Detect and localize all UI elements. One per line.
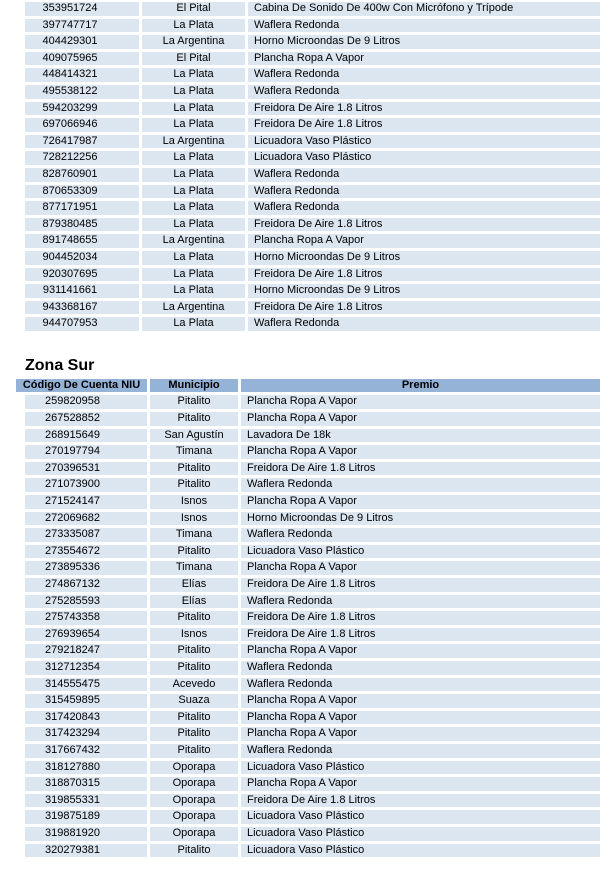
- table-row: [16, 512, 600, 529]
- niu-cell: 276939654: [16, 628, 150, 645]
- niu-cell: 271524147: [16, 495, 150, 512]
- premio-cell: Freidora De Aire 1.8 Litros: [248, 301, 600, 318]
- table-row: [16, 794, 600, 811]
- municipio-cell: Elías: [150, 595, 241, 612]
- niu-cell: 495538122: [25, 85, 142, 102]
- niu-cell: 728212256: [25, 151, 142, 168]
- niu-cell: 268915649: [16, 429, 150, 446]
- municipio-cell: Pitalito: [150, 711, 241, 728]
- table-row: [25, 234, 600, 251]
- niu-cell: 904452034: [25, 251, 142, 268]
- municipio-cell: Isnos: [150, 628, 241, 645]
- premio-cell: Freidora De Aire 1.8 Litros: [248, 268, 600, 285]
- premio-cell: Waflera Redonda: [248, 201, 600, 218]
- niu-cell: 318870315: [16, 777, 150, 794]
- niu-cell: 319881920: [16, 827, 150, 844]
- premio-cell: Plancha Ropa A Vapor: [241, 727, 600, 744]
- premio-cell: Plancha Ropa A Vapor: [241, 412, 600, 429]
- niu-cell: 877171951: [25, 201, 142, 218]
- niu-cell: 314555475: [16, 678, 150, 695]
- niu-cell: 273895336: [16, 561, 150, 578]
- table-row: [16, 495, 600, 512]
- municipio-cell: La Argentina: [142, 35, 248, 52]
- premio-cell: Waflera Redonda: [241, 678, 600, 695]
- niu-cell: 920307695: [25, 268, 142, 285]
- prize-table-zona-sur: [16, 379, 600, 860]
- table-row: [16, 578, 600, 595]
- premio-cell: Plancha Ropa A Vapor: [241, 561, 600, 578]
- municipio-cell: La Argentina: [142, 135, 248, 152]
- table-row: [25, 218, 600, 235]
- niu-cell: 271073900: [16, 478, 150, 495]
- premio-cell: Plancha Ropa A Vapor: [241, 395, 600, 412]
- municipio-cell: La Plata: [142, 168, 248, 185]
- niu-cell: 320279381: [16, 844, 150, 861]
- municipio-cell: Pitalito: [150, 478, 241, 495]
- municipio-cell: Isnos: [150, 495, 241, 512]
- municipio-cell: La Plata: [142, 268, 248, 285]
- municipio-cell: Pitalito: [150, 644, 241, 661]
- municipio-cell: Elías: [150, 578, 241, 595]
- premio-cell: Licuadora Vaso Plástico: [248, 135, 600, 152]
- niu-cell: 312712354: [16, 661, 150, 678]
- municipio-cell: Pitalito: [150, 545, 241, 562]
- niu-cell: 273335087: [16, 528, 150, 545]
- premio-cell: Freidora De Aire 1.8 Litros: [248, 102, 600, 119]
- niu-cell: 267528852: [16, 412, 150, 429]
- premio-cell: Plancha Ropa A Vapor: [241, 777, 600, 794]
- prize-table-zona-sur-body: [16, 395, 600, 860]
- premio-cell: Horno Microondas De 9 Litros: [248, 251, 600, 268]
- municipio-cell: Pitalito: [150, 395, 241, 412]
- table-row: [16, 761, 600, 778]
- table-row: [16, 661, 600, 678]
- municipio-cell: La Plata: [142, 317, 248, 334]
- table-row: [25, 118, 600, 135]
- table-row: [25, 268, 600, 285]
- municipio-cell: La Plata: [142, 251, 248, 268]
- premio-cell: Licuadora Vaso Plástico: [241, 844, 600, 861]
- premio-cell: Plancha Ropa A Vapor: [248, 234, 600, 251]
- niu-cell: 317420843: [16, 711, 150, 728]
- municipio-cell: Oporapa: [150, 794, 241, 811]
- premio-cell: Horno Microondas De 9 Litros: [241, 512, 600, 529]
- premio-cell: Waflera Redonda: [241, 528, 600, 545]
- table-row: [16, 777, 600, 794]
- table-row: [16, 810, 600, 827]
- table-row: [25, 284, 600, 301]
- table-row: [25, 135, 600, 152]
- table-row: [16, 395, 600, 412]
- municipio-cell: Oporapa: [150, 827, 241, 844]
- municipio-cell: Oporapa: [150, 777, 241, 794]
- table-row: [16, 827, 600, 844]
- niu-cell: 879380485: [25, 218, 142, 235]
- niu-cell: 726417987: [25, 135, 142, 152]
- niu-cell: 448414321: [25, 68, 142, 85]
- premio-cell: Lavadora De 18k: [241, 429, 600, 446]
- niu-cell: 270197794: [16, 445, 150, 462]
- premio-cell: Horno Microondas De 9 Litros: [248, 284, 600, 301]
- table-row: [16, 445, 600, 462]
- table-row: [25, 301, 600, 318]
- table-row: [16, 478, 600, 495]
- municipio-cell: La Argentina: [142, 301, 248, 318]
- municipio-cell: Timana: [150, 528, 241, 545]
- table-row: [25, 317, 600, 334]
- niu-cell: 317423294: [16, 727, 150, 744]
- premio-cell: Waflera Redonda: [241, 661, 600, 678]
- municipio-cell: Acevedo: [150, 678, 241, 695]
- table-header-row: [16, 379, 600, 396]
- table-row: [16, 528, 600, 545]
- table-row: [25, 151, 600, 168]
- prize-table-continued: [25, 2, 600, 334]
- municipio-cell: La Plata: [142, 19, 248, 36]
- municipio-cell: Isnos: [150, 512, 241, 529]
- table-row: [25, 35, 600, 52]
- niu-cell: 943368167: [25, 301, 142, 318]
- table-row: [16, 628, 600, 645]
- niu-cell: 828760901: [25, 168, 142, 185]
- table-row: [25, 85, 600, 102]
- premio-cell: Licuadora Vaso Plástico: [248, 151, 600, 168]
- municipio-cell: La Plata: [142, 218, 248, 235]
- table-row: [16, 462, 600, 479]
- table-row: [25, 19, 600, 36]
- table-row: [16, 844, 600, 861]
- table-row: [16, 595, 600, 612]
- premio-cell: Freidora De Aire 1.8 Litros: [241, 794, 600, 811]
- niu-cell: 353951724: [25, 2, 142, 19]
- municipio-cell: Timana: [150, 445, 241, 462]
- premio-cell: Plancha Ropa A Vapor: [241, 694, 600, 711]
- niu-cell: 270396531: [16, 462, 150, 479]
- premio-cell: Licuadora Vaso Plástico: [241, 761, 600, 778]
- niu-cell: 274867132: [16, 578, 150, 595]
- premio-cell: Waflera Redonda: [241, 478, 600, 495]
- premio-cell: Waflera Redonda: [248, 68, 600, 85]
- table-row: [25, 2, 600, 19]
- niu-cell: 315459895: [16, 694, 150, 711]
- premio-cell: Waflera Redonda: [248, 19, 600, 36]
- table-row: [25, 251, 600, 268]
- municipio-cell: Timana: [150, 561, 241, 578]
- table-row: [16, 644, 600, 661]
- premio-cell: Waflera Redonda: [241, 744, 600, 761]
- municipio-cell: Pitalito: [150, 844, 241, 861]
- municipio-cell: La Plata: [142, 151, 248, 168]
- premio-cell: Plancha Ropa A Vapor: [241, 445, 600, 462]
- table-row: [16, 561, 600, 578]
- premio-cell: Waflera Redonda: [248, 85, 600, 102]
- niu-cell: 944707953: [25, 317, 142, 334]
- premio-cell: Plancha Ropa A Vapor: [241, 644, 600, 661]
- table-row: [16, 429, 600, 446]
- table-row: [16, 678, 600, 695]
- header-cell-premio: Premio: [241, 379, 600, 396]
- premio-cell: Freidora De Aire 1.8 Litros: [241, 628, 600, 645]
- niu-cell: 275743358: [16, 611, 150, 628]
- niu-cell: 273554672: [16, 545, 150, 562]
- premio-cell: Freidora De Aire 1.8 Litros: [241, 462, 600, 479]
- table-row: [16, 611, 600, 628]
- municipio-cell: La Plata: [142, 68, 248, 85]
- premio-cell: Freidora De Aire 1.8 Litros: [241, 578, 600, 595]
- premio-cell: Licuadora Vaso Plástico: [241, 827, 600, 844]
- table-row: [16, 694, 600, 711]
- table-row: [16, 711, 600, 728]
- niu-cell: 272069682: [16, 512, 150, 529]
- premio-cell: Cabina De Sonido De 400w Con Micrófono y Trípode: [248, 2, 600, 19]
- municipio-cell: Pitalito: [150, 744, 241, 761]
- premio-cell: Licuadora Vaso Plástico: [241, 545, 600, 562]
- municipio-cell: La Plata: [142, 185, 248, 202]
- niu-cell: 259820958: [16, 395, 150, 412]
- premio-cell: Freidora De Aire 1.8 Litros: [248, 218, 600, 235]
- municipio-cell: La Plata: [142, 118, 248, 135]
- table-row: [25, 102, 600, 119]
- premio-cell: Waflera Redonda: [248, 317, 600, 334]
- premio-cell: Freidora De Aire 1.8 Litros: [248, 118, 600, 135]
- municipio-cell: San Agustín: [150, 429, 241, 446]
- header-cell-municipio: Municipio: [150, 379, 241, 396]
- premio-cell: Waflera Redonda: [248, 168, 600, 185]
- niu-cell: 870653309: [25, 185, 142, 202]
- table-row: [16, 545, 600, 562]
- municipio-cell: La Plata: [142, 85, 248, 102]
- premio-cell: Licuadora Vaso Plástico: [241, 810, 600, 827]
- niu-cell: 404429301: [25, 35, 142, 52]
- premio-cell: Plancha Ropa A Vapor: [241, 495, 600, 512]
- table-row: [16, 412, 600, 429]
- municipio-cell: Pitalito: [150, 727, 241, 744]
- table-row: [25, 168, 600, 185]
- niu-cell: 397747717: [25, 19, 142, 36]
- municipio-cell: La Plata: [142, 284, 248, 301]
- niu-cell: 317667432: [16, 744, 150, 761]
- premio-cell: Plancha Ropa A Vapor: [248, 52, 600, 69]
- table-row: [25, 185, 600, 202]
- municipio-cell: Oporapa: [150, 810, 241, 827]
- premio-cell: Horno Microondas De 9 Litros: [248, 35, 600, 52]
- niu-cell: 594203299: [25, 102, 142, 119]
- municipio-cell: La Plata: [142, 201, 248, 218]
- niu-cell: 319855331: [16, 794, 150, 811]
- niu-cell: 891748655: [25, 234, 142, 251]
- table-row: [25, 68, 600, 85]
- niu-cell: 319875189: [16, 810, 150, 827]
- prize-table-continued-body: [25, 2, 600, 334]
- municipio-cell: El Pital: [142, 52, 248, 69]
- municipio-cell: Pitalito: [150, 611, 241, 628]
- niu-cell: 279218247: [16, 644, 150, 661]
- table-row: [25, 52, 600, 69]
- premio-cell: Waflera Redonda: [248, 185, 600, 202]
- premio-cell: Freidora De Aire 1.8 Litros: [241, 611, 600, 628]
- premio-cell: Plancha Ropa A Vapor: [241, 711, 600, 728]
- niu-cell: 409075965: [25, 52, 142, 69]
- table-row: [16, 744, 600, 761]
- niu-cell: 318127880: [16, 761, 150, 778]
- municipio-cell: Suaza: [150, 694, 241, 711]
- municipio-cell: Pitalito: [150, 661, 241, 678]
- municipio-cell: La Plata: [142, 102, 248, 119]
- niu-cell: 275285593: [16, 595, 150, 612]
- niu-cell: 931141661: [25, 284, 142, 301]
- municipio-cell: La Argentina: [142, 234, 248, 251]
- niu-cell: 697066946: [25, 118, 142, 135]
- premio-cell: Waflera Redonda: [241, 595, 600, 612]
- table-row: [16, 727, 600, 744]
- zone-sur-heading: Zona Sur: [25, 356, 95, 374]
- table-row: [25, 201, 600, 218]
- municipio-cell: Pitalito: [150, 412, 241, 429]
- header-cell-niu: Código De Cuenta NIU: [16, 379, 150, 396]
- municipio-cell: Pitalito: [150, 462, 241, 479]
- municipio-cell: Oporapa: [150, 761, 241, 778]
- municipio-cell: El Pital: [142, 2, 248, 19]
